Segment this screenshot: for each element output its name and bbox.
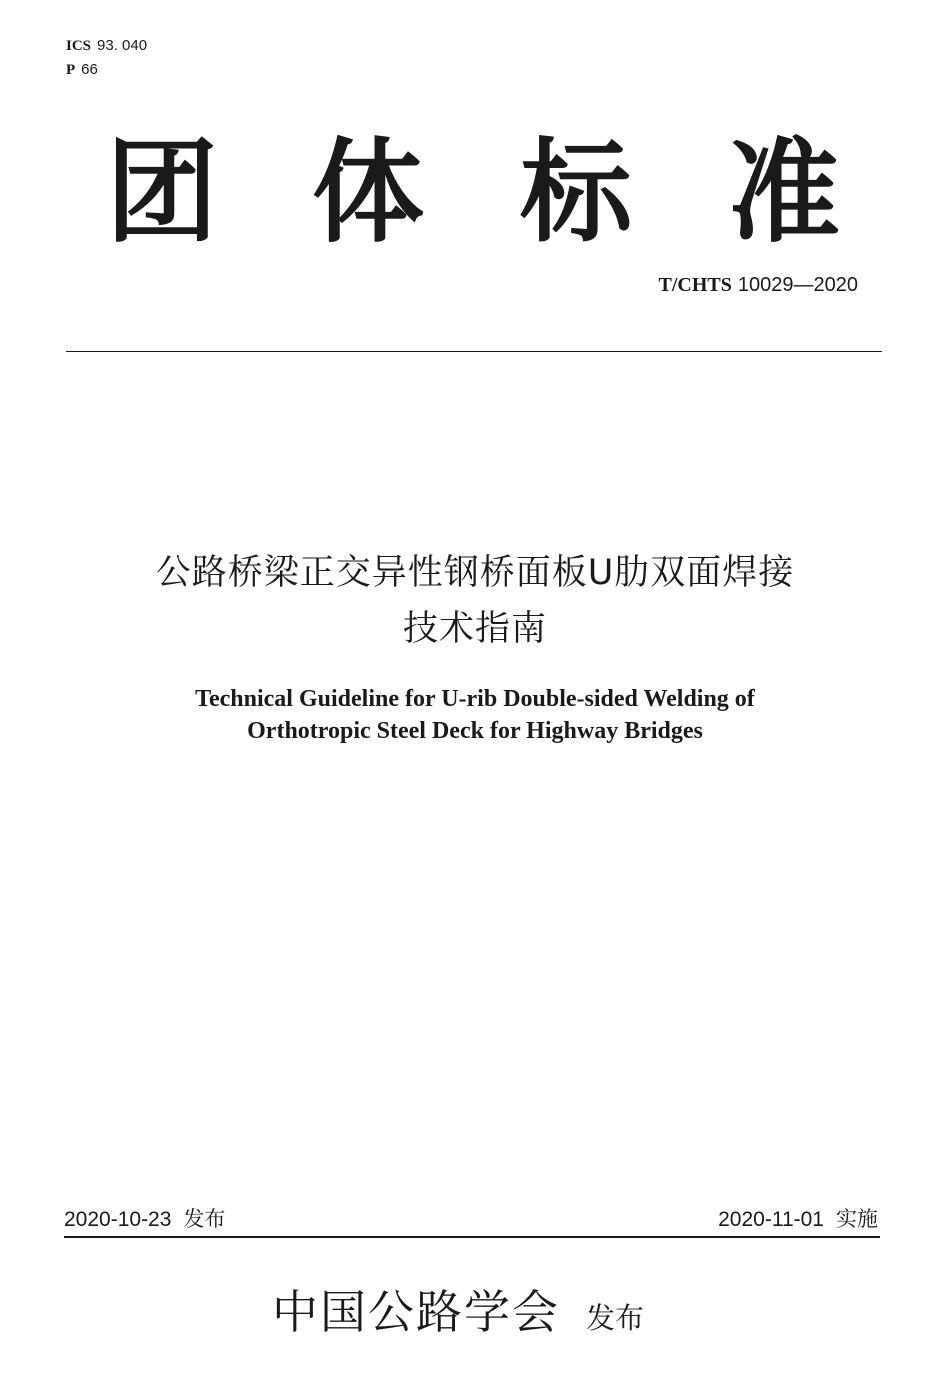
p-value: 66: [81, 61, 98, 78]
header-divider: [66, 351, 882, 352]
ics-line: [66, 34, 147, 58]
english-title-line-2: Orthotropic Steel Deck for Highway Bridges: [247, 718, 703, 744]
chinese-title-line-2: 技术指南: [402, 609, 547, 649]
ics-value: 93. 040: [97, 37, 148, 54]
p-line: [66, 58, 147, 82]
title-char-4: 准: [728, 128, 840, 258]
title-char-3: 标: [520, 128, 632, 258]
implement-date-block: [718, 1204, 878, 1235]
ics-label: ICS: [66, 38, 92, 54]
publisher-action: 发布: [586, 1301, 645, 1335]
chinese-title-line-1: 公路桥梁正交异性钢桥面板U肋双面焊接: [155, 553, 795, 593]
standard-year-number: 10029—2020: [737, 274, 858, 296]
classification-block: [66, 34, 147, 82]
implement-date: 2020-11-01: [718, 1208, 824, 1231]
title-char-1: 团: [106, 128, 218, 258]
issue-date-block: [64, 1204, 225, 1235]
p-label: P: [66, 62, 76, 78]
issue-word: 发布: [183, 1207, 226, 1231]
standard-number: [659, 270, 858, 299]
footer-divider: [64, 1236, 880, 1238]
standard-code: T/CHTS: [658, 274, 732, 296]
title-char-2: 体: [312, 128, 424, 258]
issue-date: 2020-10-23: [64, 1208, 172, 1231]
publisher-name: 中国公路学会: [272, 1285, 560, 1339]
publisher-block: [272, 1282, 644, 1348]
implement-word: 实施: [836, 1207, 878, 1231]
document-type-title: [60, 128, 890, 258]
english-title-line-1: Technical Guideline for U-rib Double-sided Welding of: [195, 686, 755, 712]
